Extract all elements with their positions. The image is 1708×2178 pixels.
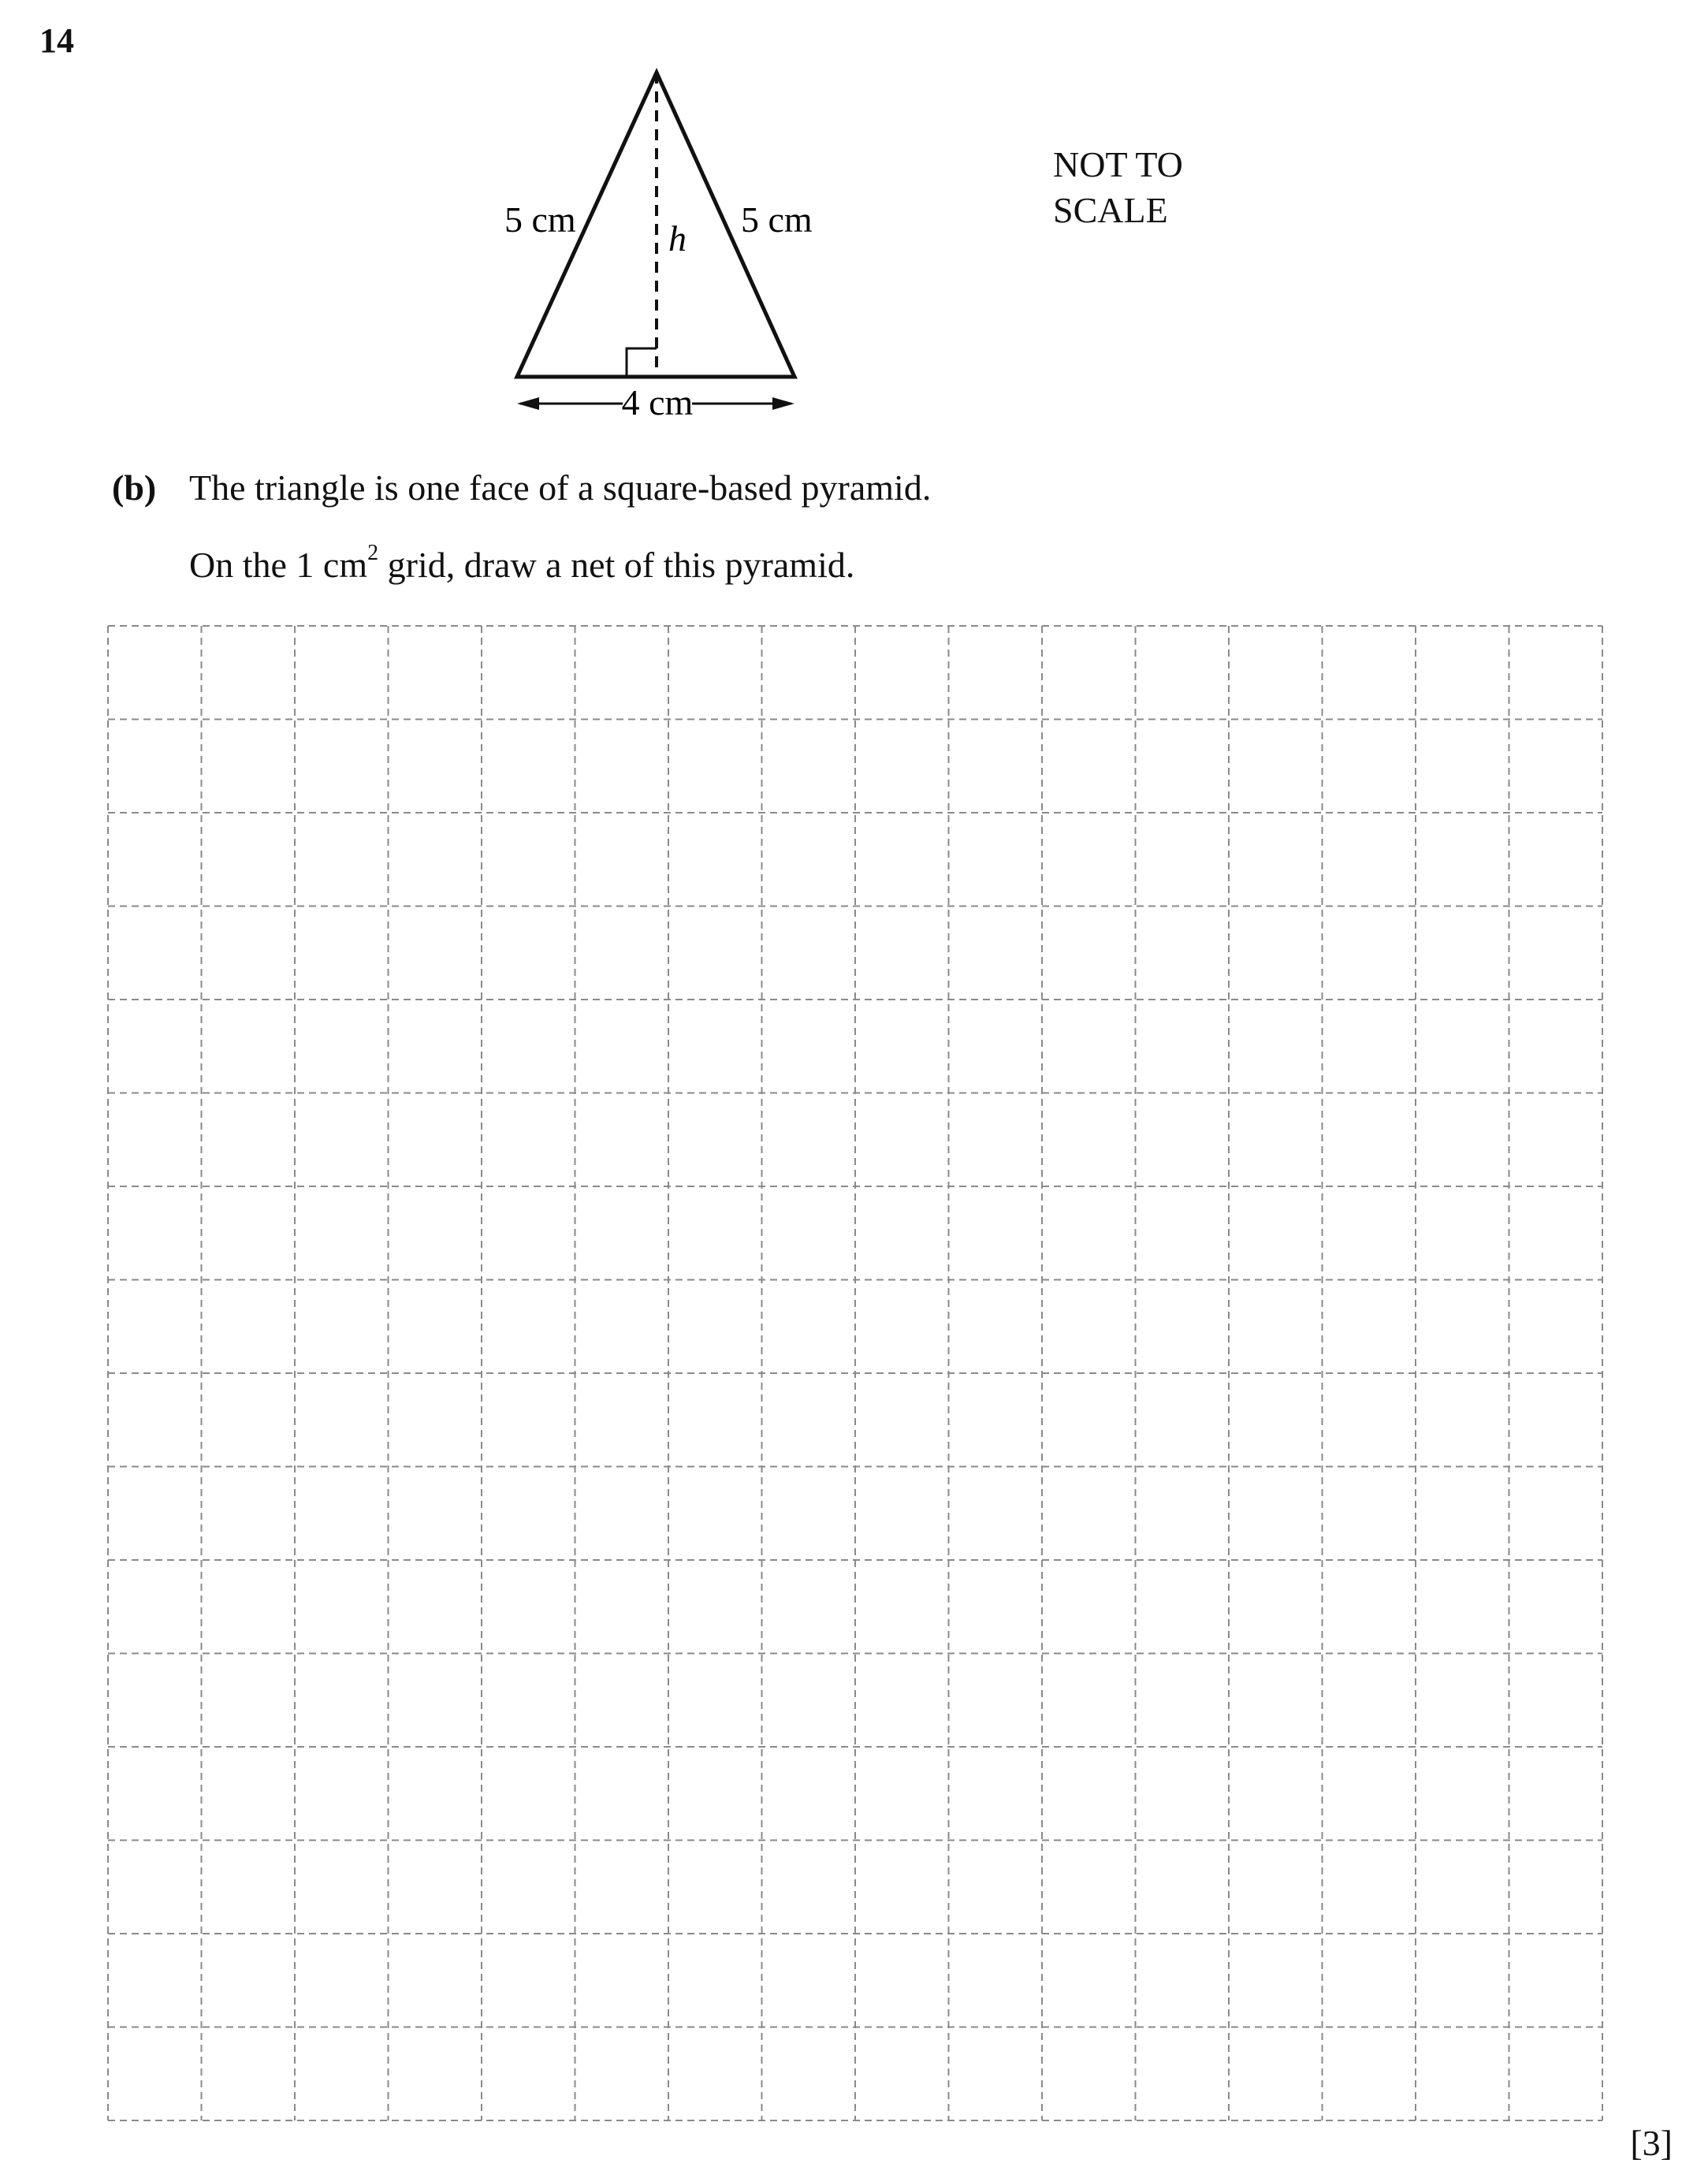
part-label: (b)	[112, 467, 157, 508]
not-to-scale-note	[1053, 142, 1183, 233]
note-line-1: NOT TO	[1053, 144, 1183, 184]
left-side-label: 5 cm	[504, 199, 576, 240]
base-label: 4 cm	[621, 382, 694, 423]
superscript-2: 2	[367, 541, 379, 565]
right-side-label: 5 cm	[741, 199, 813, 240]
instruction-text-end: grid, draw a net of this pyramid.	[378, 545, 855, 585]
height-label: h	[668, 218, 687, 259]
triangle-figure	[0, 0, 867, 441]
marks-allocation: [3]	[1630, 2123, 1673, 2163]
right-angle-marker	[627, 348, 657, 377]
grid-lines[interactable]	[106, 624, 1604, 2122]
instruction-text-start: On the 1 cm	[189, 545, 368, 585]
part-b-instruction-1: The triangle is one face of a square-based pyramid.	[189, 467, 932, 508]
arrowhead-left	[517, 397, 539, 410]
question-number: 14	[39, 21, 74, 60]
arrowhead-right	[772, 397, 794, 410]
answer-grid[interactable]	[106, 624, 1604, 2126]
note-line-2: SCALE	[1053, 190, 1168, 230]
part-b-instruction-2	[189, 542, 854, 588]
